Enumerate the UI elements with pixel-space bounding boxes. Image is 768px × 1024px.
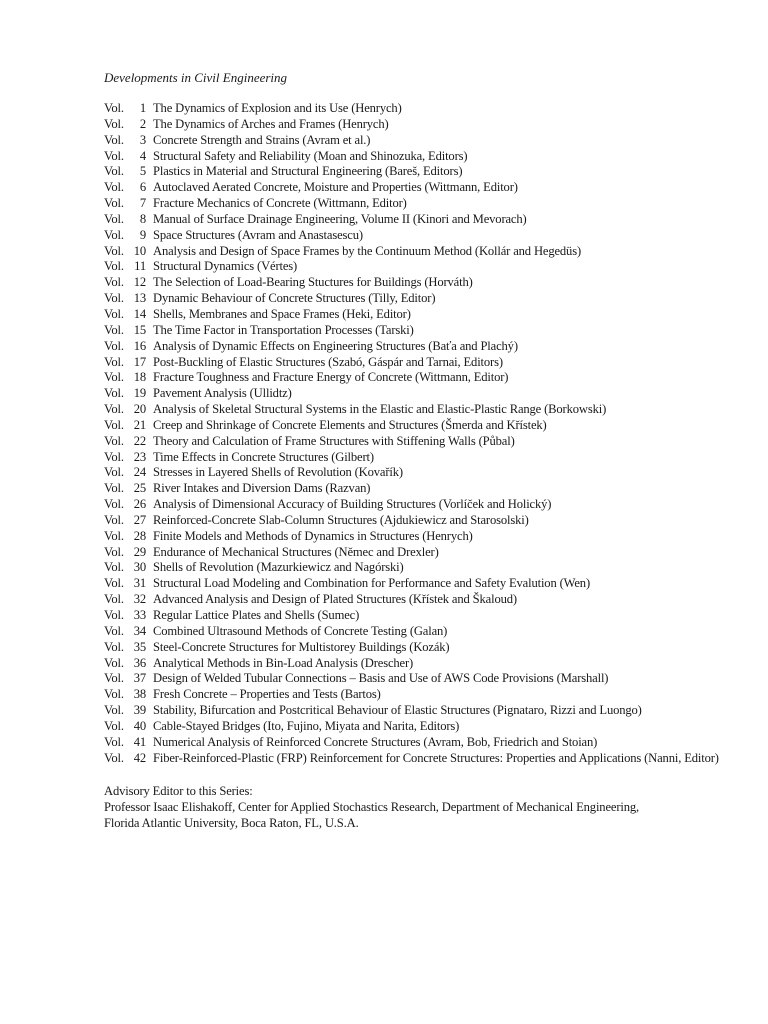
volume-prefix: Vol. [104, 148, 124, 163]
volume-number: 34 [133, 623, 146, 638]
volume-number: 3 [139, 132, 146, 147]
volume-label [104, 164, 153, 180]
volume-title: The Dynamics of Explosion and its Use (Henrych) [153, 101, 402, 115]
volume-number: 30 [133, 560, 146, 575]
volume-label [104, 196, 153, 212]
volume-prefix: Vol. [104, 576, 124, 591]
advisory-section [104, 783, 744, 831]
volume-prefix: Vol. [104, 655, 124, 670]
volume-prefix: Vol. [104, 544, 124, 559]
volume-label [104, 751, 153, 767]
volume-number: 19 [133, 386, 146, 401]
volume-label [104, 576, 153, 592]
volume-number: 9 [139, 227, 146, 242]
volume-prefix: Vol. [104, 639, 124, 654]
volume-label [104, 228, 153, 244]
volume-item [104, 370, 744, 386]
volume-label [104, 259, 153, 275]
volume-label [104, 386, 153, 402]
volume-item [104, 180, 744, 196]
volume-item [104, 323, 744, 339]
volume-number: 32 [133, 592, 146, 607]
volume-number: 16 [133, 338, 146, 353]
volume-number: 10 [133, 243, 146, 258]
volume-title: Concrete Strength and Strains (Avram et al.) [153, 132, 371, 147]
series-title: Developments in Civil Engineering [104, 70, 288, 85]
volume-number: 4 [139, 148, 146, 163]
volume-label [104, 117, 153, 133]
volume-number: 7 [139, 196, 146, 211]
volume-number: 2 [139, 116, 146, 131]
volume-label [104, 101, 153, 117]
volume-item [104, 513, 744, 529]
volume-item [104, 529, 744, 545]
volume-label [104, 719, 153, 735]
volume-prefix: Vol. [104, 116, 124, 131]
volume-title: The Dynamics of Arches and Frames (Henrych) [153, 116, 389, 131]
volume-number: 27 [133, 512, 146, 527]
volume-label [104, 370, 153, 386]
volume-number: 20 [133, 402, 146, 417]
volume-item [104, 687, 744, 703]
volume-label [104, 339, 153, 355]
volume-label [104, 624, 153, 640]
volume-title: The Selection of Load-Bearing Stuctures for Buildings (Horváth) [153, 275, 473, 290]
volume-item [104, 434, 744, 450]
volume-item [104, 228, 744, 244]
volume-title: Autoclaved Aerated Concrete, Moisture and Properties (Wittmann, Editor) [153, 180, 518, 195]
volume-title: Analytical Methods in Bin-Load Analysis (Drescher) [153, 655, 414, 670]
volume-prefix: Vol. [104, 196, 124, 211]
volume-prefix: Vol. [104, 703, 124, 718]
volume-label [104, 735, 153, 751]
volume-number: 36 [133, 655, 146, 670]
volume-number: 22 [133, 433, 146, 448]
volume-number: 41 [133, 734, 146, 749]
volume-prefix: Vol. [104, 481, 124, 496]
volume-item [104, 418, 744, 434]
volume-number: 21 [133, 417, 146, 432]
volume-number: 39 [133, 703, 146, 718]
volume-number: 15 [133, 322, 146, 337]
volume-item [104, 497, 744, 513]
volume-number: 13 [133, 291, 146, 306]
volume-label [104, 212, 153, 228]
volume-prefix: Vol. [104, 291, 124, 306]
volume-item [104, 545, 744, 561]
volume-label [104, 465, 153, 481]
volume-number: 26 [133, 497, 146, 512]
volume-item [104, 656, 744, 672]
volume-title: Advanced Analysis and Design of Plated Structures (Křístek and Škaloud) [153, 592, 517, 607]
volume-number: 5 [139, 164, 146, 179]
volume-title: Fresh Concrete – Properties and Tests (Bartos) [153, 687, 381, 702]
volume-prefix: Vol. [104, 718, 124, 733]
volume-title: Stresses in Layered Shells of Revolution (Kovařík) [153, 465, 403, 480]
volume-item [104, 608, 744, 624]
volume-label [104, 180, 153, 196]
volume-number: 11 [134, 259, 146, 274]
volume-title: Shells, Membranes and Space Frames (Heki, Editor) [153, 306, 411, 321]
volume-item [104, 450, 744, 466]
volume-prefix: Vol. [104, 687, 124, 702]
volume-prefix: Vol. [104, 306, 124, 321]
volume-title: Pavement Analysis (Ullidtz) [153, 386, 292, 401]
volume-number: 42 [133, 750, 146, 765]
volume-label [104, 592, 153, 608]
volume-item [104, 624, 744, 640]
volume-title: Analysis of Dynamic Effects on Engineering Structures (Baťa and Plachý) [153, 338, 518, 353]
volume-title: Fracture Mechanics of Concrete (Wittmann, Editor) [153, 196, 407, 211]
volume-prefix: Vol. [104, 132, 124, 147]
volume-label [104, 529, 153, 545]
volume-label [104, 450, 153, 466]
volume-label [104, 497, 153, 513]
volume-title: Structural Safety and Reliability (Moan and Shinozuka, Editors) [153, 148, 468, 163]
volume-prefix: Vol. [104, 164, 124, 179]
series-page [104, 70, 744, 831]
volume-label [104, 355, 153, 371]
volume-number: 12 [133, 275, 146, 290]
volume-label [104, 513, 153, 529]
volume-item [104, 291, 744, 307]
volume-prefix: Vol. [104, 433, 124, 448]
volume-title: Creep and Shrinkage of Concrete Elements and Structures (Šmerda and Křístek) [153, 417, 547, 432]
volume-title: Space Structures (Avram and Anastasescu) [153, 227, 363, 242]
volume-title: Finite Models and Methods of Dynamics in Structures (Henrych) [153, 528, 473, 543]
volume-prefix: Vol. [104, 449, 124, 464]
volume-item [104, 101, 744, 117]
volume-number: 17 [133, 354, 146, 369]
volume-prefix: Vol. [104, 608, 124, 622]
volume-number: 23 [133, 449, 146, 464]
volume-number: 1 [139, 101, 146, 115]
volume-label [104, 133, 153, 149]
volume-item [104, 576, 744, 592]
volume-title: Cable-Stayed Bridges (Ito, Fujino, Miyata and Narita, Editors) [153, 718, 460, 733]
volume-label [104, 149, 153, 165]
volume-item [104, 402, 744, 418]
volume-number: 31 [133, 576, 146, 591]
volume-label [104, 687, 153, 703]
volume-prefix: Vol. [104, 338, 124, 353]
volume-title: Plastics in Material and Structural Engineering (Bareš, Editors) [153, 164, 463, 179]
volume-prefix: Vol. [104, 512, 124, 527]
volume-item [104, 275, 744, 291]
volume-item [104, 149, 744, 165]
volume-number: 33 [133, 608, 146, 622]
volume-item [104, 133, 744, 149]
volume-title: Dynamic Behaviour of Concrete Structures (Tilly, Editor) [153, 291, 436, 306]
volume-item [104, 719, 744, 735]
volume-number: 38 [133, 687, 146, 702]
volume-item [104, 244, 744, 260]
volume-item [104, 164, 744, 180]
volume-label [104, 640, 153, 656]
volume-prefix: Vol. [104, 275, 124, 290]
volume-title: Fracture Toughness and Fracture Energy of Concrete (Wittmann, Editor) [153, 370, 509, 385]
volume-prefix: Vol. [104, 750, 124, 765]
volume-number: 37 [133, 671, 146, 686]
volume-label [104, 291, 153, 307]
volume-prefix: Vol. [104, 560, 124, 575]
volume-prefix: Vol. [104, 528, 124, 543]
volume-item [104, 212, 744, 228]
volume-item [104, 339, 744, 355]
volume-title: Analysis of Dimensional Accuracy of Building Structures (Vorlíček and Holický) [153, 497, 552, 512]
volume-number: 6 [139, 180, 146, 195]
volume-title: The Time Factor in Transportation Processes (Tarski) [153, 322, 414, 337]
volume-number: 18 [133, 370, 146, 385]
volume-title: Shells of Revolution (Mazurkiewicz and Nagórski) [153, 560, 404, 575]
advisory-heading: Advisory Editor to this Series: [104, 784, 253, 799]
volume-prefix: Vol. [104, 322, 124, 337]
volume-prefix: Vol. [104, 354, 124, 369]
volume-title: Combined Ultrasound Methods of Concrete Testing (Galan) [153, 623, 448, 638]
volume-prefix: Vol. [104, 227, 124, 242]
volume-prefix: Vol. [104, 243, 124, 258]
volume-title: Structural Load Modeling and Combination for Performance and Safety Evalution (Wen) [153, 576, 590, 591]
volume-item [104, 703, 744, 719]
volume-label [104, 307, 153, 323]
volume-title: River Intakes and Diversion Dams (Razvan) [153, 481, 371, 496]
volume-title: Endurance of Mechanical Structures (Němec and Drexler) [153, 544, 439, 559]
volume-item [104, 735, 744, 751]
volume-list [104, 101, 744, 766]
volume-label [104, 560, 153, 576]
volume-prefix: Vol. [104, 671, 124, 686]
volume-number: 8 [139, 211, 146, 226]
volume-prefix: Vol. [104, 623, 124, 638]
volume-number: 40 [133, 718, 146, 733]
volume-item [104, 196, 744, 212]
volume-title: Analysis of Skeletal Structural Systems in the Elastic and Elastic-Plastic Range (Borkowski) [153, 402, 607, 417]
volume-item [104, 117, 744, 133]
volume-prefix: Vol. [104, 734, 124, 749]
volume-label [104, 545, 153, 561]
volume-item [104, 259, 744, 275]
volume-title: Manual of Surface Drainage Engineering, Volume II (Kinori and Mevorach) [153, 211, 527, 226]
volume-label [104, 244, 153, 260]
volume-title: Post-Buckling of Elastic Structures (Szabó, Gáspár and Tarnai, Editors) [153, 354, 503, 369]
volume-item [104, 671, 744, 687]
volume-item [104, 307, 744, 323]
volume-item [104, 640, 744, 656]
volume-number: 35 [133, 639, 146, 654]
volume-prefix: Vol. [104, 101, 124, 115]
volume-prefix: Vol. [104, 592, 124, 607]
volume-number: 29 [133, 544, 146, 559]
volume-label [104, 656, 153, 672]
volume-prefix: Vol. [104, 370, 124, 385]
volume-label [104, 703, 153, 719]
volume-number: 24 [133, 465, 146, 480]
volume-label [104, 323, 153, 339]
volume-title: Time Effects in Concrete Structures (Gilbert) [153, 449, 374, 464]
volume-item [104, 355, 744, 371]
volume-number: 14 [133, 306, 146, 321]
volume-item [104, 592, 744, 608]
volume-prefix: Vol. [104, 386, 124, 401]
volume-number: 28 [133, 528, 146, 543]
volume-item [104, 386, 744, 402]
volume-prefix: Vol. [104, 402, 124, 417]
volume-label [104, 418, 153, 434]
volume-title: Fiber-Reinforced-Plastic (FRP) Reinforcement for Concrete Structures: Properties and Applications (Nanni, Editor) [153, 750, 719, 765]
volume-item [104, 560, 744, 576]
volume-prefix: Vol. [104, 417, 124, 432]
volume-title: Regular Lattice Plates and Shells (Sumec) [153, 608, 360, 622]
volume-prefix: Vol. [104, 497, 124, 512]
volume-prefix: Vol. [104, 259, 124, 274]
volume-title: Reinforced-Concrete Slab-Column Structures (Ajdukiewicz and Starosolski) [153, 512, 529, 527]
volume-prefix: Vol. [104, 180, 124, 195]
volume-item [104, 465, 744, 481]
volume-number: 25 [133, 481, 146, 496]
volume-label [104, 402, 153, 418]
volume-title: Structural Dynamics (Vértes) [153, 259, 298, 274]
volume-item [104, 751, 744, 767]
volume-title: Theory and Calculation of Frame Structures with Stiffening Walls (Půbal) [153, 433, 515, 448]
volume-title: Design of Welded Tubular Connections – Basis and Use of AWS Code Provisions (Marshall) [153, 671, 609, 686]
advisory-text: Professor Isaac Elishakoff, Center for Applied Stochastics Research, Department of Mechanical Engineering, Florida Atlantic University, Boca Raton, FL, U.S.A. [104, 800, 640, 831]
volume-label [104, 275, 153, 291]
volume-prefix: Vol. [104, 211, 124, 226]
volume-label [104, 481, 153, 497]
volume-label [104, 434, 153, 450]
volume-title: Analysis and Design of Space Frames by the Continuum Method (Kollár and Hegedüs) [153, 243, 582, 258]
volume-prefix: Vol. [104, 465, 124, 480]
volume-item [104, 481, 744, 497]
volume-title: Numerical Analysis of Reinforced Concrete Structures (Avram, Bob, Friedrich and Stoian) [153, 734, 598, 749]
volume-title: Steel-Concrete Structures for Multistorey Buildings (Kozák) [153, 639, 450, 654]
volume-label [104, 671, 153, 687]
volume-title: Stability, Bifurcation and Postcritical Behaviour of Elastic Structures (Pignataro, Rizzi and Luongo) [153, 703, 642, 718]
volume-label [104, 608, 153, 624]
